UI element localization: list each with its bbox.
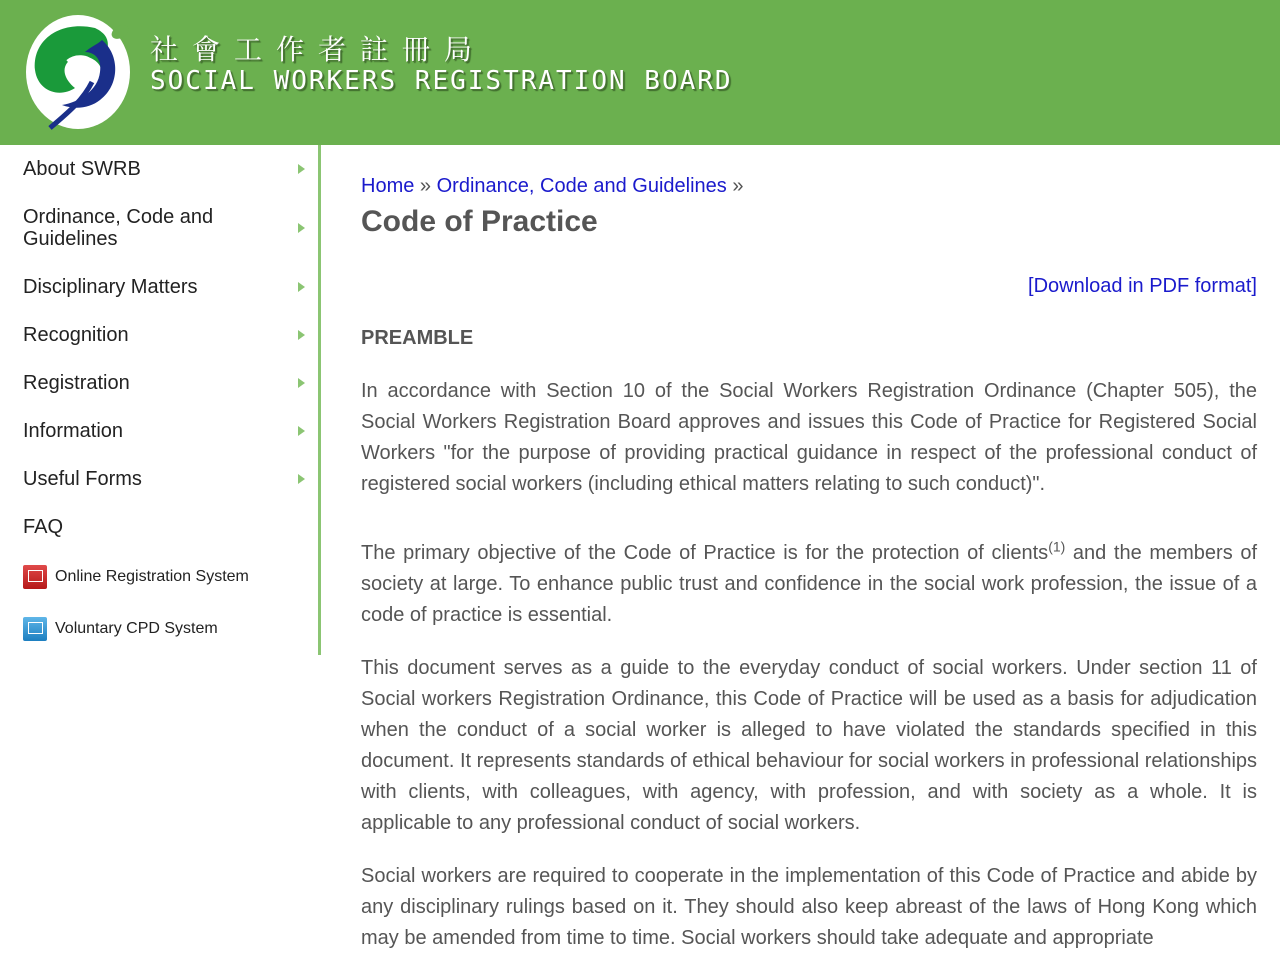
arrow-right-icon: [298, 378, 305, 388]
arrow-right-icon: [298, 474, 305, 484]
online-registration-link[interactable]: [23, 564, 249, 590]
arrow-right-icon: [298, 282, 305, 292]
sidebar-item-label: Registration: [23, 372, 130, 394]
sidebar-item-registration[interactable]: [23, 372, 313, 394]
sidebar-item-about-swrb[interactable]: [23, 158, 313, 180]
online-registration-label: Online Registration System: [55, 568, 249, 585]
paragraph-4: Social workers are required to cooperate in the implementation of this Code of Practice and abide by any disciplinary rulings based on it. They should also keep abreast of the laws of Hong Kong which may be amended from time to time. Social workers should take adequate and appropriate: [361, 865, 1257, 949]
sidebar-item-recognition[interactable]: [23, 324, 313, 346]
board-name-chinese: 社會工作者註冊局: [150, 33, 487, 66]
sidebar-item-label: About SWRB: [23, 158, 141, 180]
page-title: Code of Practice: [361, 205, 598, 238]
voluntary-cpd-link[interactable]: [23, 616, 218, 642]
breadcrumb-section-link[interactable]: Ordinance, Code and Guidelines: [436, 175, 727, 197]
sidebar-item-label: Ordinance, Code and Guidelines: [23, 206, 214, 250]
voluntary-cpd-label: Voluntary CPD System: [55, 620, 218, 637]
breadcrumb: [361, 175, 743, 198]
sidebar-item-label: Useful Forms: [23, 468, 142, 490]
breadcrumb-separator: »: [732, 175, 744, 197]
download-pdf-link[interactable]: [Download in PDF format]: [1028, 275, 1257, 297]
board-name-english: SOCIAL WORKERS REGISTRATION BOARD: [150, 66, 733, 96]
sidebar-item-label: Recognition: [23, 324, 129, 346]
site-header: [0, 0, 1280, 145]
sidebar-item-disciplinary[interactable]: [23, 276, 313, 298]
paragraph-2: [361, 538, 1257, 631]
sidebar-item-label: Disciplinary Matters: [23, 276, 198, 298]
paragraph-2-text-b: and the members of society at large. To enhance public trust and confidence in the social work profession, the issue of a code of practice is essential.: [361, 542, 1258, 626]
swrb-logo-icon[interactable]: [20, 10, 135, 135]
arrow-right-icon: [298, 164, 305, 174]
footnote-ref[interactable]: (1): [1048, 538, 1066, 555]
paragraph-2-text-a: The primary objective of the Code of Practice is for the protection of clients: [361, 542, 1049, 564]
sidebar-item-label: FAQ: [23, 516, 64, 538]
breadcrumb-separator: »: [419, 175, 432, 197]
sidebar-item-ordinance[interactable]: [23, 206, 313, 250]
cpd-icon: [23, 617, 47, 641]
preamble-heading: PREAMBLE: [361, 327, 474, 349]
arrow-right-icon: [298, 223, 305, 233]
sidebar-item-label: Information: [23, 420, 124, 442]
breadcrumb-home-link[interactable]: Home: [361, 175, 415, 197]
arrow-right-icon: [298, 330, 305, 340]
paragraph-1: In accordance with Section 10 of the Social Workers Registration Ordinance (Chapter 505), the Social Workers Registration Board approves and issues this Code of Practice for Registered Social Workers "for the purpose of providing practical guidance in respect of the professional conduct of registered social workers (including ethical matters relating to such conduct)".: [361, 380, 1257, 495]
paragraph-3: This document serves as a guide to the everyday conduct of social workers. Under section 11 of Social workers Registration Ordinance, this Code of Practice will be used as a basis for adjudication when the conduct of a social worker is alleged to have violated the standards specified in this document. It represents standards of ethical behaviour for social workers in professional relationships with clients, with colleagues, with agency, with profession, and with society as a whole. It is applicable to any professional conduct of social workers.: [361, 657, 1258, 834]
sidebar-nav: [0, 145, 321, 655]
sidebar-item-information[interactable]: [23, 420, 313, 442]
online-registration-icon: [23, 565, 47, 589]
arrow-right-icon: [298, 426, 305, 436]
sidebar-item-faq[interactable]: [23, 516, 313, 538]
sidebar-item-useful-forms[interactable]: [23, 468, 313, 490]
